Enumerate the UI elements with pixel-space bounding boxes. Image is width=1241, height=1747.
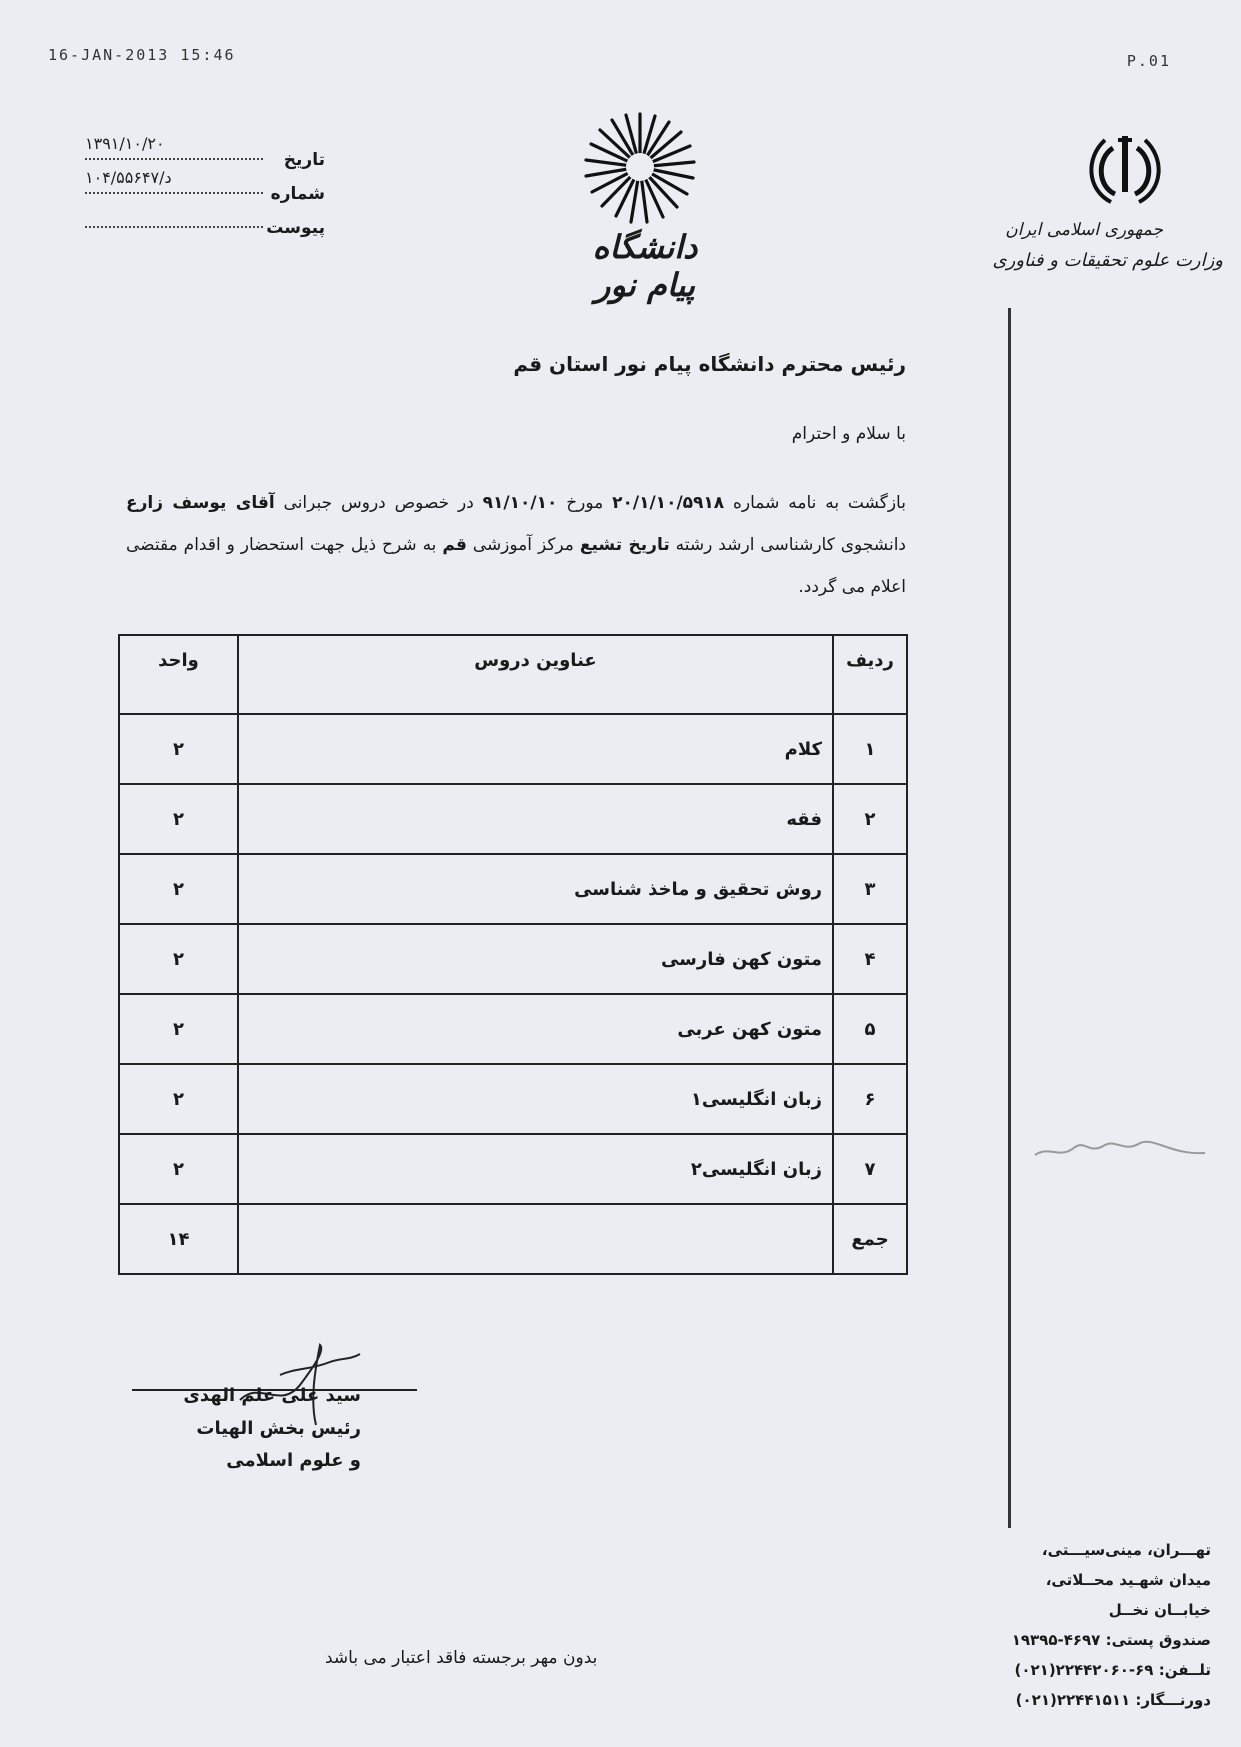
course-units: ۲ [119,1064,238,1134]
course-title: روش تحقیق و ماخذ شناسی [238,854,833,924]
row-number: ۷ [833,1134,907,1204]
body-letter-date: ۹۱/۱۰/۱۰ [482,493,558,513]
course-units: ۲ [119,784,238,854]
row-number: ۲ [833,784,907,854]
header-course-title: عناوین دروس [238,635,833,714]
signatory-title-continued: و علوم اسلامی [226,1450,361,1471]
meta-attachment-label: پیوست [266,218,325,238]
address-line: تهـــران، مینی‌سیـــتی، [1041,1541,1211,1559]
course-units: ۲ [119,854,238,924]
table-row [119,784,907,854]
row-number: ۴ [833,924,907,994]
header-row-number: ردیف [833,635,907,714]
row-number: ۵ [833,994,907,1064]
course-title: متون کهن عربی [238,994,833,1064]
courses-table [118,634,908,1275]
fax-page-number: P.01 [1126,52,1171,70]
letter-meta [85,134,325,242]
course-title: کلام [238,714,833,784]
row-number: ۱ [833,714,907,784]
greeting: با سلام و احترام [791,424,906,444]
body-part: در خصوص دروس جبرانی [274,493,483,513]
course-units: ۲ [119,994,238,1064]
table-row [119,994,907,1064]
body-part: دانشجوی کارشناسی ارشد رشته [669,535,906,555]
address-line: میدان شهـید محــلاتی، [1045,1571,1211,1589]
course-units: ۲ [119,714,238,784]
handwritten-mark-icon [1030,1125,1210,1175]
address-block [981,1535,1211,1715]
meta-attachment-row [85,208,325,242]
body-center-name: قم [442,535,467,555]
table-row [119,714,907,784]
meta-date-dots [85,158,263,160]
letter-body [126,482,906,608]
course-units: ۲ [119,924,238,994]
address-line: تلــفن: ۶۹-۲۲۴۴۲۰۶۰(۰۲۱) [1014,1661,1211,1679]
meta-number-row [85,168,325,208]
fax-timestamp: 16-JAN-2013 15:46 [48,46,236,64]
body-field-name: تاریخ تشیع [579,535,670,555]
body-part: مرکز آموزشی [466,535,580,555]
meta-attachment-dots [85,226,263,228]
body-letter-number: ۲۰/۱/۱۰/۵۹۱۸ [612,493,725,513]
course-units: ۲ [119,1134,238,1204]
body-student-name: آقای یوسف زارع [126,493,275,513]
signatory-name: سید علی علم الهدی [183,1385,361,1406]
header-units: واحد [119,635,238,714]
table-row [119,854,907,924]
margin-divider [1008,308,1011,1528]
signatory-title: رئیس بخش الهیات [196,1418,361,1439]
iran-emblem-icon [1085,128,1165,208]
table-header-row [119,635,907,714]
course-title: زبان انگلیسی۱ [238,1064,833,1134]
university-name: دانشگاه پیام نور [592,228,698,304]
meta-number-label: شماره [270,184,325,204]
address-line: خیابــان نخــل [1108,1601,1211,1619]
table-total-row [119,1204,907,1274]
total-empty-cell [238,1204,833,1274]
course-title: زبان انگلیسی۲ [238,1134,833,1204]
total-units: ۱۴ [119,1204,238,1274]
total-label: جمع [833,1204,907,1274]
university-logo-icon [580,110,700,225]
course-title: متون کهن فارسی [238,924,833,994]
table-row [119,1064,907,1134]
table-row [119,1134,907,1204]
course-title: فقه [238,784,833,854]
meta-number-value: ۱۰۴/۵۵۶۴۷/د [85,168,172,187]
address-line: صندوق پستی: ۴۶۹۷-۱۹۳۹۵ [1011,1631,1211,1649]
body-part: بازگشت به نامه شماره [724,493,906,513]
row-number: ۶ [833,1064,907,1134]
meta-number-dots [85,192,263,194]
body-part: به شرح ذیل جهت استحضار و اقدام مقتضی اعلام می گردد. [126,535,906,597]
address-line: دورنـــگار: ۲۲۴۴۱۵۱۱(۰۲۱) [1015,1691,1211,1709]
country-name: جمهوری اسلامی ایران [1005,220,1163,240]
row-number: ۳ [833,854,907,924]
meta-date-value: ۱۳۹۱/۱۰/۲۰ [85,134,165,153]
validity-note: بدون مهر برجسته فاقد اعتبار می باشد [325,1648,598,1668]
addressee: رئیس محترم دانشگاه پیام نور استان قم [513,352,906,376]
body-part: مورخ [557,493,613,513]
meta-date-label: تاریخ [283,150,325,170]
table-row [119,924,907,994]
ministry-name: وزارت علوم تحقیقات و فناوری [992,250,1223,271]
